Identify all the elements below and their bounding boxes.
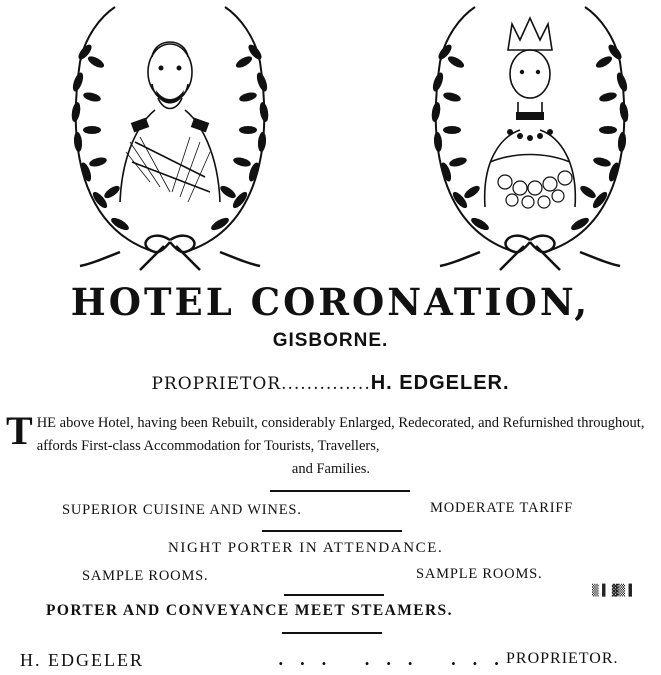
ink-stamp-mark: ▒▐ ▓▒▐: [592, 584, 632, 597]
queen-portrait-image: [420, 2, 640, 272]
description-last-line: and Families.: [291, 461, 371, 477]
feature-night-porter: NIGHT PORTER IN ATTENDANCE.: [168, 540, 444, 556]
feature-sample-rooms-right: SAMPLE ROOMS.: [416, 566, 543, 582]
dropcap-letter: T: [6, 408, 33, 453]
feature-tariff: MODERATE TARIFF: [430, 500, 574, 516]
proprietor-name: H. EDGELER.: [370, 372, 510, 394]
feature-sample-rooms-left: SAMPLE ROOMS.: [82, 568, 209, 584]
proprietor-label: PROPRIETOR..............: [151, 374, 371, 394]
location-subtitle: GISBORNE.: [272, 330, 389, 351]
divider-rule: [284, 594, 384, 596]
footer-proprietor-role: PROPRIETOR.: [506, 650, 619, 667]
proprietor-line: [0, 372, 661, 395]
divider-rule: [262, 530, 402, 532]
description-paragraph: [6, 408, 656, 481]
divider-rule: [270, 490, 410, 492]
king-portrait-image: [60, 2, 280, 272]
description-text: HE above Hotel, having been Rebuilt, considerably Enlarged, Redecorated, and Refurnished throughout, affords First-class Accommodation for Tourists, Travellers,: [36, 415, 645, 454]
divider-rule: [282, 632, 382, 634]
footer-proprietor-name: H. EDGELER: [20, 650, 144, 670]
feature-cuisine: SUPERIOR CUISINE AND WINES.: [62, 502, 302, 518]
hotel-name-title: HOTEL CORONATION,: [70, 280, 591, 324]
feature-conveyance: PORTER AND CONVEYANCE MEET STEAMERS.: [46, 602, 453, 619]
footer-dots: ... ... ...: [278, 650, 516, 669]
